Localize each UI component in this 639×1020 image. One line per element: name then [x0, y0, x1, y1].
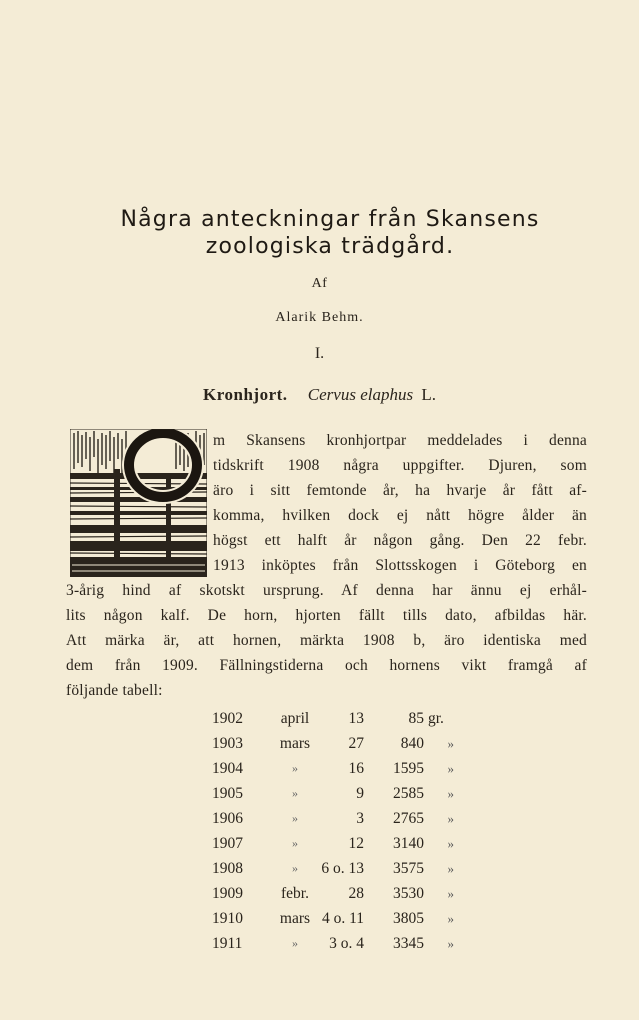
unit-cell: »	[447, 836, 454, 851]
weight-cell: 1595	[393, 760, 424, 777]
day-cell: 28	[348, 885, 364, 902]
month-cell: mars	[279, 735, 311, 752]
year-cell: 1905	[212, 785, 243, 802]
year-cell: 1903	[212, 735, 243, 752]
text-line: komma, hvilken dock ej nått högre ålder än	[213, 507, 587, 524]
text-line: tidskrift 1908 några uppgifter. Djuren, som	[213, 457, 587, 474]
table-row	[212, 731, 454, 756]
month-cell: »	[292, 936, 298, 950]
year-cell: 1910	[212, 910, 243, 927]
table-row	[212, 756, 454, 781]
section-number: I.	[314, 345, 325, 362]
table-row	[212, 931, 454, 956]
text-line: äro i sitt femtonde år, ha hvarje år fått af-	[213, 482, 587, 499]
unit-cell: »	[447, 936, 454, 951]
month-cell: »	[292, 836, 298, 850]
table-row	[212, 906, 454, 931]
weight-cell: 3140	[393, 835, 424, 852]
text-line: lits någon kalf. De horn, hjorten fällt tills dato, afbildas här.	[66, 607, 587, 624]
year-cell: 1909	[212, 885, 243, 902]
text-line: följande tabell:	[66, 682, 163, 699]
table-row	[212, 856, 454, 881]
section-heading	[0, 385, 639, 405]
year-cell: 1911	[212, 935, 243, 952]
day-cell: 13	[348, 710, 364, 727]
text-line: m Skansens kronhjortpar meddelades i denna	[213, 432, 587, 449]
month-cell: mars	[279, 910, 311, 927]
weight-cell: 3575	[393, 860, 424, 877]
text-line: Att märka är, att hornen, märkta 1908 b, äro identiska med	[66, 632, 587, 649]
year-cell: 1904	[212, 760, 243, 777]
table-row	[212, 881, 454, 906]
weight-cell: 840	[400, 735, 424, 752]
latin-name: Cervus elaphus	[307, 385, 414, 404]
month-cell: »	[292, 761, 298, 775]
unit-cell: »	[447, 911, 454, 926]
unit-cell: »	[447, 811, 454, 826]
title-line-1: Några anteckningar från Skansens	[120, 207, 540, 232]
day-cell: 27	[348, 735, 364, 752]
title-line-2: zoologiska trädgård.	[205, 234, 455, 259]
month-cell: »	[292, 811, 298, 825]
table-row	[212, 706, 454, 731]
species-name: Kronhjort.	[203, 385, 288, 404]
month-cell: febr.	[281, 885, 309, 902]
text-line: 1913 inköptes från Slottsskogen i Göteborg en	[213, 557, 587, 574]
unit-cell: »	[447, 786, 454, 801]
paragraph-full	[66, 578, 587, 703]
antler-table	[212, 706, 454, 956]
weight-cell: 3805	[393, 910, 424, 927]
text-line: högst ett halft år någon gång. Den 22 febr.	[213, 532, 587, 549]
year-cell: 1907	[212, 835, 243, 852]
dropcap-woodcut-o-icon	[70, 429, 207, 577]
author-name: Alarik Behm.	[275, 310, 364, 325]
unit-cell: »	[447, 861, 454, 876]
text-line: 3-årig hind af skotskt ursprung. Af denna har ännu ej erhål-	[66, 582, 587, 599]
article-title	[60, 206, 600, 260]
weight-cell: 3530	[393, 885, 424, 902]
day-cell: 6 o. 13	[321, 860, 364, 877]
month-cell: »	[292, 786, 298, 800]
day-cell: 12	[348, 835, 364, 852]
year-cell: 1902	[212, 710, 243, 727]
weight-cell: 3345	[393, 935, 424, 952]
weight-cell: 2765	[393, 810, 424, 827]
byline: Af	[311, 276, 328, 291]
year-cell: 1906	[212, 810, 243, 827]
unit-cell: »	[447, 761, 454, 776]
day-cell: 4 o. 11	[321, 910, 364, 927]
paragraph-indented	[213, 428, 587, 578]
day-cell: 3	[356, 810, 364, 827]
day-cell: 16	[348, 760, 364, 777]
day-cell: 3 o. 4	[329, 935, 364, 952]
month-cell: april	[280, 710, 310, 727]
unit-cell: gr.	[428, 710, 444, 727]
day-cell: 9	[356, 785, 364, 802]
month-cell: »	[292, 861, 298, 875]
table-row	[212, 831, 454, 856]
taxon-authority: L.	[421, 385, 436, 404]
weight-cell: 85	[408, 710, 424, 727]
unit-cell: »	[447, 886, 454, 901]
unit-cell: »	[447, 736, 454, 751]
table-row	[212, 781, 454, 806]
weight-cell: 2585	[393, 785, 424, 802]
year-cell: 1908	[212, 860, 243, 877]
table-row	[212, 806, 454, 831]
text-line: dem från 1909. Fällningstiderna och hornens vikt framgå af	[66, 657, 587, 674]
